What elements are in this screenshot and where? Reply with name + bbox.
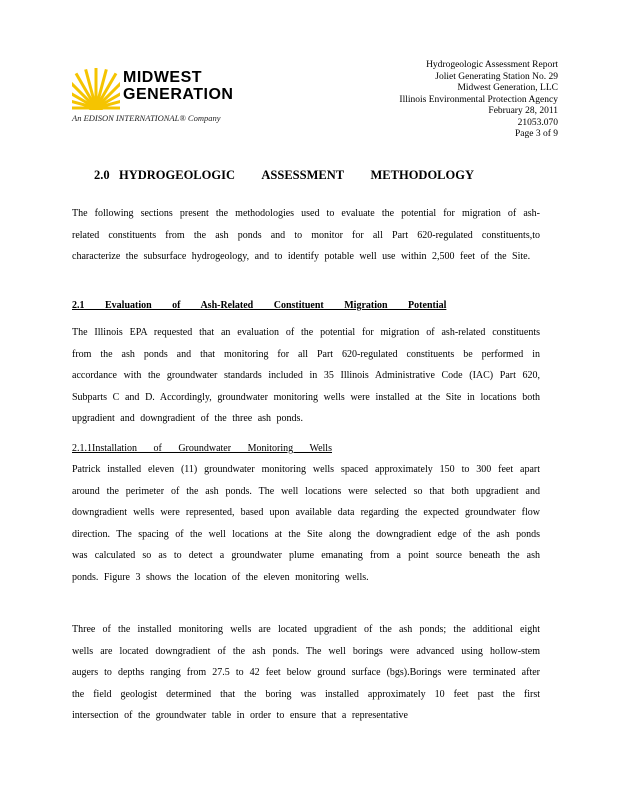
- section-title: [94, 168, 474, 183]
- header-line: 21053.070: [517, 117, 558, 128]
- section-word: ASSESSMENT: [261, 168, 345, 182]
- header-line: February 28, 2011: [488, 106, 558, 116]
- intro-paragraph: The following sections present the methodologies used to evaluate the potential for migration of ash-related constituents from the ash ponds and to monitor for all Part 620-regulated constituents,to characterize the subsurface hydrogeology, and to identify potable well use within 2,500 feet of the Site.: [72, 208, 540, 262]
- report-header: [399, 60, 558, 141]
- subsection-paragraph: The Illinois EPA requested that an evaluation of the potential for migration of ash-related constituents from the ash ponds and that monitoring for all Part 620-regulated constituents be performed in accordance with the groundwater standards included in 35 Illinois Administrative Code (IAC) Part 620, Subparts C and D. Accordingly, groundwater monitoring wells were installed at the Site in locations both upgradient and downgradient of the three ash ponds.: [72, 327, 540, 424]
- header-line: Illinois Environmental Protection Agency: [399, 94, 558, 105]
- header-line: Page 3 of 9: [514, 129, 558, 139]
- installation-paragraph: Patrick installed eleven (11) groundwater monitoring wells spaced approximately 150 to 300 feet apart around the perimeter of the ash ponds. The well locations were selected so that both upgradient and downgradient wells were represented, based upon available data regarding the expected groundwater flow direction. The spacing of the well locations at the Site along the downgradient edge of the ash ponds was calculated so as to detect a groundwater plume emanating from a point source beneath the ash ponds. Figure 3 shows the location of the eleven monitoring wells.: [72, 464, 540, 583]
- header-line: Joliet Generating Station No. 29: [435, 71, 558, 82]
- sun-rays-icon: [72, 62, 120, 110]
- logo-tagline: An EDISON INTERNATIONAL® Company: [72, 113, 221, 123]
- installation-paragraph-2: Three of the installed monitoring wells are located upgradient of the ash ponds; the additional eight wells are located downgradient of the ash ponds. The well borings were advanced using hollow-stem augers to depths ranging from 27.5 to 42 feet below ground surface (bgs).Borings were terminated after the field geologist determined that the boring was installed approximately 10 feet past the first intersection of the groundwater table in order to ensure that a representative: [72, 624, 540, 721]
- header-line: Midwest Generation, LLC: [457, 83, 558, 93]
- logo-line1: MIDWEST: [123, 69, 203, 86]
- subsection-heading: 2.1 Evaluation of Ash-Related Constituent Migration Potential: [72, 300, 447, 311]
- logo-line2: GENERATION: [123, 86, 234, 103]
- company-logo: [72, 62, 242, 122]
- section-number: 2.0 HYDROGEOLOGIC: [94, 168, 235, 182]
- subsubsection-heading: 2.1.1Installation of Groundwater Monitoring Wells: [72, 443, 332, 454]
- section-word: METHODOLOGY: [370, 168, 474, 182]
- header-line: Hydrogeologic Assessment Report: [426, 60, 558, 70]
